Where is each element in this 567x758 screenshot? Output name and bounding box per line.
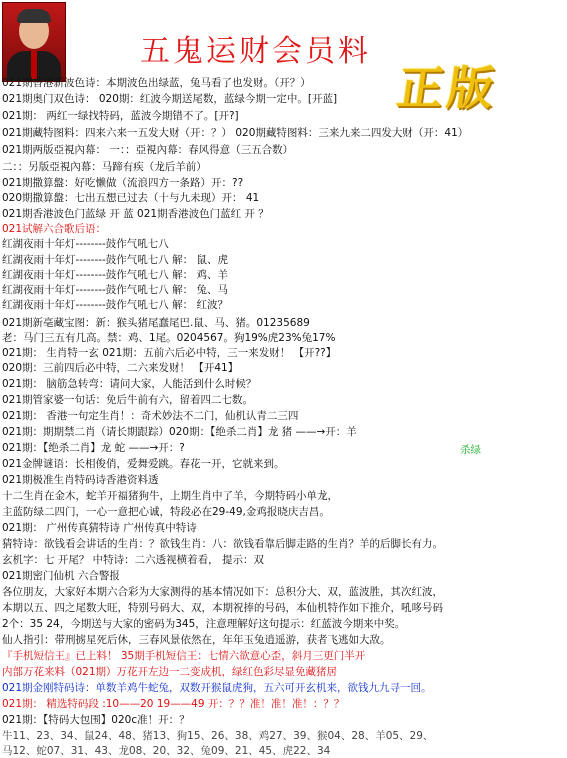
- text-line: 021金牌谜语：长相俊俏，爱舞爱跳。春花一开，它就来到。: [2, 458, 285, 470]
- text-line: 021试解六合歌后语：: [2, 223, 107, 235]
- text-line: 021期： 香港一句定生肖！：奇术妙法不二门，仙机认青二三四: [2, 410, 299, 422]
- text-line: 2个：35 24，今期送与大家的密码为345，注意理解好这句提示：红蓝波今期来中奖。: [2, 618, 406, 630]
- text-line: 020期撒算盤：七出五想已过去（十与九未现）开： 41: [2, 192, 260, 204]
- text-line: 内部万花来料（021期）万花开左边一二变成机，绿红色彩尽显免藏猪居: [2, 666, 338, 678]
- text-line: 老：马门三五有几高。禁：鸡、1尾。0204567。狗19%虎23%兔17%: [2, 332, 336, 344]
- text-line: 021期： 生肖特一玄 021期：五前六后必中特，三一来发财！ 【开??】: [2, 347, 337, 359]
- kill-green-label: 杀绿: [460, 444, 481, 456]
- text-line: 021期：期期禁二肖（请长期跟踪）020期：【绝杀二肖】龙 猪 ——→开：羊: [2, 426, 357, 438]
- text-line: 红湖夜雨十年灯--------鼓作气吼七八 解： 兔、马: [2, 284, 228, 296]
- text-line: 021期： 两红一绿找特码，蓝波今期错不了。[开?]: [2, 110, 239, 122]
- text-line: 021期： 精选特码段 :10——20 19——49 开：？？准！准！准！：？？: [2, 698, 345, 710]
- text-line: 猜特诗：欲钱看会讲话的生肖：？欲钱生肖：八：欲钱看靠后脚走路的生肖？羊的后脚长有力。: [2, 538, 443, 550]
- text-line: 021期奥门双色诗： 020期：红波今期送尾数，蓝绿今期一定中。[开蓝]: [2, 93, 338, 105]
- text-line: 马12、蛇07、31、43、龙08、20、32、兔09、21、45、虎22、34: [2, 745, 331, 757]
- text-line: 红湖夜雨十年灯--------鼓作气吼七八 解： 鸡、羊: [2, 269, 228, 281]
- text-line: 主蓝防绿二四门，一心一意把心诚，特段必在29-49,金鸡报晓庆吉昌。: [2, 506, 330, 518]
- text-line: 021期香港波色门蓝绿 开 蓝 021期香港波色门蓝红 开 ？: [2, 208, 269, 220]
- text-line: 021期： 脑筋急转弯：请问大家，人能活到什么时候？: [2, 378, 257, 390]
- text-line: 021期：【特码大包围】020c准！开：？: [2, 714, 190, 726]
- text-line: 020期：三前四后必中特，二六来发财！ 【开41】: [2, 362, 239, 374]
- text-line: 021期新亳藏宝图：新：猴头猪尾蠢尾巴.鼠、马、猪。01235689: [2, 317, 310, 329]
- text-line: 021期密门仙机 六合警报: [2, 570, 120, 582]
- genuine-stamp: 正版: [393, 61, 502, 115]
- text-line: 021期：【绝杀二肖】龙 蛇 ——→开：?: [2, 442, 185, 454]
- text-line: 红湖夜雨十年灯--------鼓作气吼七八: [2, 238, 169, 250]
- text-line: 各位朋友，大家好本期六合彩为大家测得的基本情况如下：总积分大、双，蓝波胜，其次红波，: [2, 586, 443, 598]
- text-line: 021期极准生肖特码诗香港资料透: [2, 474, 159, 486]
- text-line: 021期两版亞視內幕： 一：：亞視內幕：春风得意（三五合数）: [2, 144, 294, 156]
- text-line: 021期藏特图料：四来六来一五发大财（开：？） 020期藏特图料：三来九来二四发大财（开：41）: [2, 127, 469, 139]
- text-line: 021期： 广州传真猜特诗 广州传真中特诗: [2, 522, 197, 534]
- text-line: 二：：另版亞視內幕：马蹄有疾（龙后羊前）: [2, 161, 207, 173]
- page-title: 五鬼运财会员料: [140, 34, 371, 69]
- text-line: 021期撒算盤：好吃懒做（流浪四方一条路）开：??: [2, 177, 244, 189]
- text-line: 牛11、23、34、鼠24、48、猪13、狗15、26、38、鸡27、39、猴04、28、羊05、29、: [2, 730, 434, 742]
- header-portrait-photo: [2, 2, 66, 82]
- text-line: 十二生肖在金木，蛇羊开福猪狗牛，上期生肖中了羊，今期特码小单龙，: [2, 490, 338, 502]
- text-line: 021期管家婆一句话：免后牛前有六，留着四二七数。: [2, 394, 254, 406]
- text-line: 红湖夜雨十年灯--------鼓作气吼七八 解： 红波？: [2, 299, 228, 311]
- text-line: 021期金刚特码诗：单数羊鸡牛蛇兔，双数开猴鼠虎狗，五六可开玄机来，欲钱九九寻一回。: [2, 682, 432, 694]
- text-line: 仙人指引：带刑掳星死后休，三春风景依然在，年年玉兔逍遥游，获者飞逃如大敌。: [2, 634, 391, 646]
- text-line: 本期以五、四之尾数大旺，特别号码大、双，本期祝捧的号码，本仙机特作如下推介，吼哆号码: [2, 602, 443, 614]
- text-line: 021期香港新波色诗：本期波色出绿蓝，兔马看了也发财。（开？）: [2, 77, 311, 89]
- text-line: 红湖夜雨十年灯--------鼓作气吼七八 解： 鼠、虎: [2, 254, 228, 266]
- text-line: 『手机短信王』已上料！ 35期手机短信王：七情六欲意心歪，斜月三更门半开: [2, 650, 366, 662]
- text-line: 玄机字：七 开尾？ 中特诗：二六透视横着看， 提示：双: [2, 554, 265, 566]
